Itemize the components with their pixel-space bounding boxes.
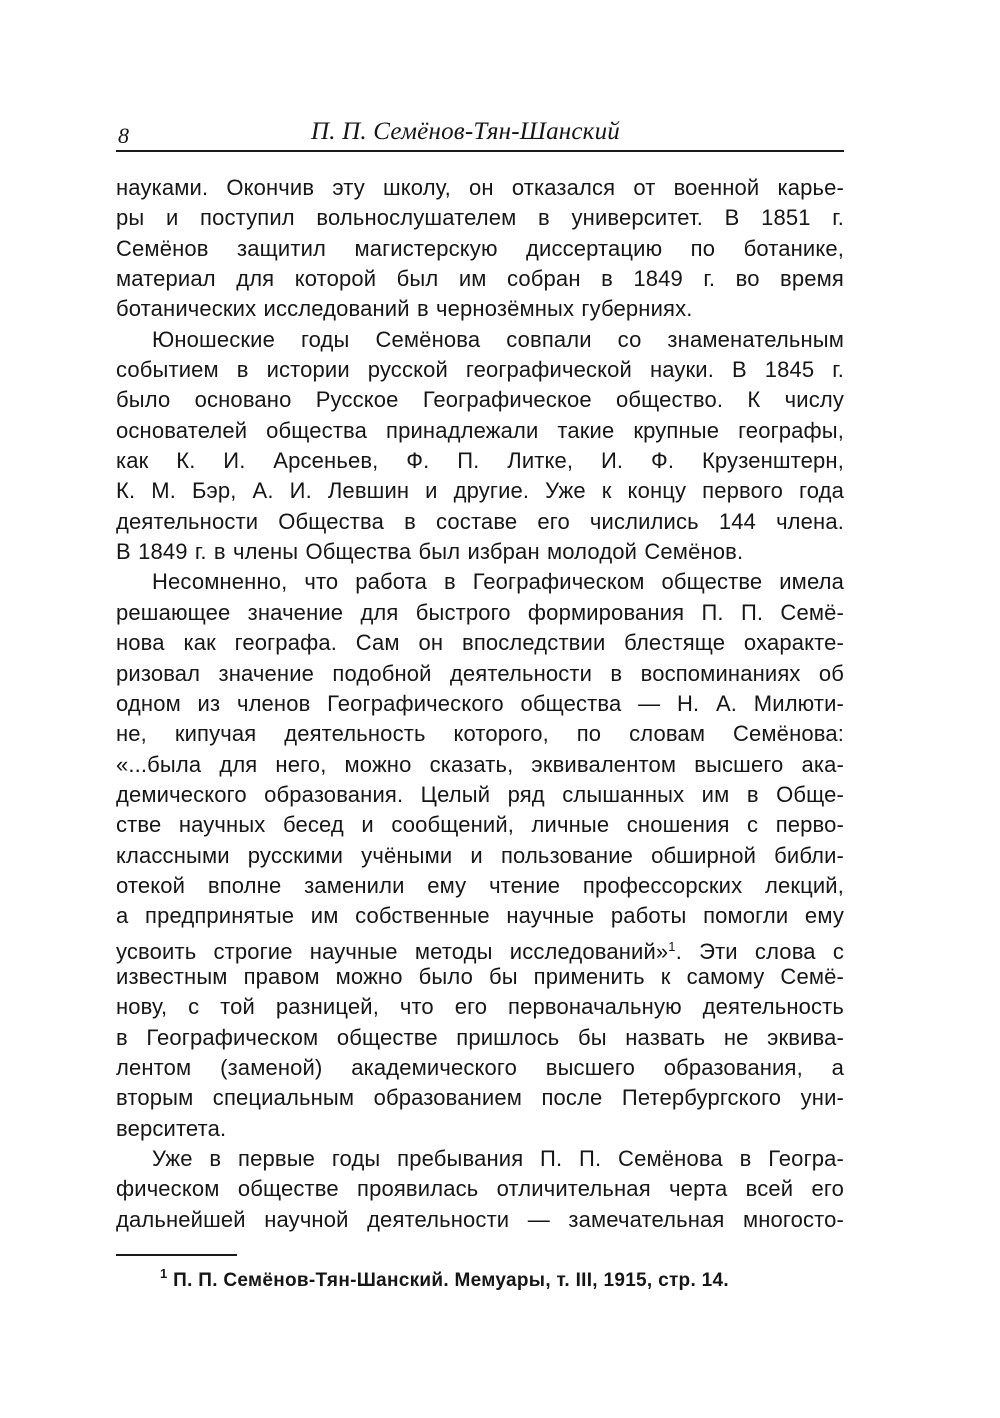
text-line: нова как географа. Сам он впоследствии блестяще охаракте- bbox=[116, 630, 844, 656]
text-line: лентом (заменой) академического высшего образования, а bbox=[116, 1054, 844, 1080]
page-header bbox=[116, 116, 844, 152]
text-line: демического образования. Целый ряд слышанных им в Обще- bbox=[116, 781, 844, 807]
footnote-reference[interactable]: 1 bbox=[668, 938, 676, 954]
text-line: одном из членов Географического общества — Н. А. Милюти- bbox=[116, 690, 844, 716]
line-tail-text: . Эти слова с bbox=[675, 938, 844, 964]
text-line: стве научных бесед и сообщений, личные сношения с перво- bbox=[116, 812, 844, 838]
text-line: Уже в первые годы пребывания П. П. Семёнова в Геогра- bbox=[152, 1146, 844, 1171]
footnote-marker: 1 bbox=[160, 1266, 168, 1281]
footnote-text: П. П. Семёнов-Тян-Шанский. Мемуары, т. III, 1915, стр. 14. bbox=[173, 1270, 729, 1291]
text-line: Юношеские годы Семёнова совпали со знаменательным bbox=[152, 326, 844, 352]
text-line: ры и поступил вольнослушателем в университет. В 1851 г. bbox=[116, 205, 844, 231]
text-line: известным правом можно было бы применить к самому Семё- bbox=[116, 963, 844, 989]
text-line: К. М. Бэр, А. И. Левшин и другие. Уже к концу первого года bbox=[116, 478, 844, 504]
text-line: классными русскими учёными и пользование обширной библи- bbox=[116, 842, 844, 868]
text-line: фическом обществе проявилась отличительная черта всей его bbox=[116, 1176, 844, 1202]
text-line: «...была для него, можно сказать, эквивалентом высшего ака- bbox=[116, 751, 844, 777]
text-line: Несомненно, что работа в Географическом обществе имела bbox=[152, 569, 844, 595]
text-line: В 1849 г. в члены Общества был избран молодой Семёнов. bbox=[116, 539, 744, 565]
quote-end-text: усвоить строгие научные методы исследований» bbox=[116, 938, 669, 964]
page-number: 8 bbox=[118, 123, 129, 148]
text-line: материал для которой был им собран в 1849 г. во время bbox=[116, 266, 844, 292]
text-line: а предпринятые им собственные научные работы помогли ему bbox=[116, 903, 844, 929]
text-line: было основано Русское Географическое общество. К числу bbox=[116, 387, 844, 413]
running-title: П. П. Семёнов-Тян-Шанский bbox=[311, 118, 620, 145]
text-line: ризовал значение подобной деятельности в воспоминаниях об bbox=[116, 660, 844, 686]
text-line: основателей общества принадлежали такие крупные географы, bbox=[116, 417, 844, 443]
text-line: в Географическом обществе пришлось бы назвать не эквива- bbox=[116, 1024, 844, 1050]
text-line: Семёнов защитил магистерскую диссертацию по ботанике, bbox=[116, 235, 844, 261]
footnote-divider bbox=[116, 1254, 237, 1256]
text-line: решающее значение для быстрого формирования П. П. Семё- bbox=[116, 599, 844, 625]
text-line: ботанических исследований в чернозёмных губерниях. bbox=[116, 296, 693, 322]
main-text bbox=[116, 173, 844, 1235]
footnote bbox=[160, 1261, 800, 1294]
text-line: деятельности Общества в составе его числились 144 члена. bbox=[116, 508, 844, 534]
text-line bbox=[116, 932, 844, 962]
text-line: вторым специальным образованием после Петербургского уни- bbox=[116, 1085, 844, 1111]
text-line: нову, с той разницей, что его первоначальную деятельность bbox=[116, 994, 844, 1020]
text-line: верситета. bbox=[116, 1115, 227, 1141]
text-line: как К. И. Арсеньев, Ф. П. Литке, И. Ф. Крузенштерн, bbox=[116, 448, 844, 474]
text-line: науками. Окончив эту школу, он отказался от военной карье- bbox=[116, 175, 844, 200]
text-line: дальнейшей научной деятельности — замечательная многосто- bbox=[116, 1206, 844, 1232]
text-line: событием в истории русской географической науки. В 1845 г. bbox=[116, 357, 844, 383]
text-line: не, кипучая деятельность которого, по словам Семёнова: bbox=[116, 721, 844, 747]
text-line: отекой вполне заменили ему чтение профессорских лекций, bbox=[116, 872, 844, 898]
